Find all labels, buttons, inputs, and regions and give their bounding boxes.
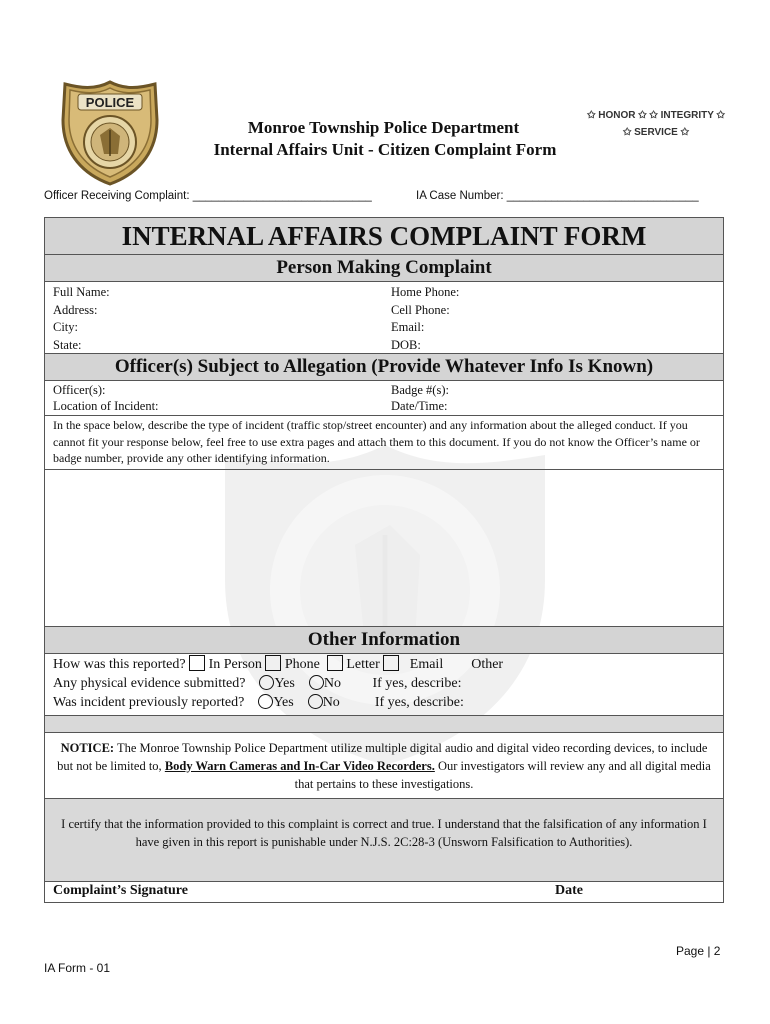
complaint-form bbox=[44, 217, 724, 903]
email-label: Email bbox=[409, 656, 444, 672]
in-person-checkbox[interactable] bbox=[189, 655, 205, 671]
page-number: Page | 2 bbox=[676, 944, 721, 958]
badge-number-field[interactable]: Badge #(s): bbox=[391, 383, 449, 397]
phone-checkbox[interactable] bbox=[265, 655, 281, 671]
signature-label[interactable]: Complaint’s Signature bbox=[53, 882, 188, 898]
email-field[interactable]: Email: bbox=[391, 320, 425, 334]
other-label: Other bbox=[471, 656, 504, 672]
ia-case-number-field[interactable]: IA Case Number: ______________________________ bbox=[416, 190, 699, 202]
person-fields bbox=[45, 282, 723, 354]
date-time-field[interactable]: Date/Time: bbox=[391, 399, 448, 413]
letter-checkbox[interactable] bbox=[327, 655, 343, 671]
city-field[interactable]: City: bbox=[53, 320, 79, 334]
officer-receiving-field[interactable]: Officer Receiving Complaint: ____________________________ bbox=[44, 190, 372, 202]
officer-receiving-line bbox=[44, 190, 734, 202]
previous-yes-radio[interactable] bbox=[258, 694, 273, 709]
notice-text-2: Our investigators will review any and all digital media that pertains to these investigations. bbox=[294, 758, 711, 791]
notice-block bbox=[45, 733, 723, 799]
home-phone-field[interactable]: Home Phone: bbox=[391, 285, 460, 299]
divider-band bbox=[45, 716, 723, 733]
form-identifier: IA Form - 01 bbox=[44, 961, 111, 975]
previous-no-label: No bbox=[322, 694, 340, 710]
incident-description-area[interactable] bbox=[45, 470, 723, 627]
section-person-making-complaint: Person Making Complaint bbox=[45, 255, 723, 282]
cell-phone-field[interactable]: Cell Phone: bbox=[391, 302, 450, 317]
previous-describe-field[interactable]: If yes, describe: bbox=[374, 694, 464, 710]
section-officer-subject: Officer(s) Subject to Allegation (Provide Whatever Info Is Known) bbox=[45, 354, 723, 381]
dob-field[interactable]: DOB: bbox=[391, 337, 421, 352]
incident-instructions: In the space below, describe the type of incident (traffic stop/street encounter) and any information about the alleged conduct. If you cannot fit your response below, feel free to use extra pages and attach them to this document. If you do not know the Officer’s name or badge number, provide any other identifying information. bbox=[45, 416, 723, 470]
previous-yes-label: Yes bbox=[273, 694, 294, 710]
notice-label: NOTICE: bbox=[60, 740, 115, 755]
other-information-fields bbox=[45, 654, 723, 716]
svg-text:POLICE: POLICE bbox=[85, 95, 135, 110]
form-title: INTERNAL AFFAIRS COMPLAINT FORM bbox=[45, 218, 723, 255]
motto-block bbox=[580, 107, 732, 141]
evidence-yes-radio[interactable] bbox=[259, 675, 274, 690]
in-person-label: In Person bbox=[208, 656, 262, 672]
address-field[interactable]: Address: bbox=[53, 302, 98, 317]
previous-question: Was incident previously reported? bbox=[53, 694, 245, 710]
evidence-question: Any physical evidence submitted? bbox=[53, 675, 246, 691]
notice-text-1: The Monroe Township Police Department utilize multiple digital audio and digital video recording devices, to include but not be limited to, bbox=[57, 740, 708, 773]
motto-line-2: ✩ SERVICE ✩ bbox=[622, 127, 690, 138]
location-of-incident-field[interactable]: Location of Incident: bbox=[53, 399, 159, 413]
phone-label: Phone bbox=[284, 656, 320, 672]
officer-fields bbox=[45, 381, 723, 416]
evidence-no-label: No bbox=[323, 675, 341, 691]
full-name-field[interactable]: Full Name: bbox=[53, 285, 110, 299]
certification-statement: I certify that the information provided to this complaint is correct and true. I understand that the falsification of any information I have given in this report is punishable under N.J.S. 2C:28-3 (Unsworn Falsification to Authorities). bbox=[45, 799, 723, 882]
form-subtitle: Internal Affairs Unit - Citizen Complaint Form bbox=[213, 140, 557, 159]
signature-row bbox=[45, 882, 723, 902]
notice-emphasis: Body Warn Cameras and In-Car Video Recorders. bbox=[164, 758, 435, 773]
officers-field[interactable]: Officer(s): bbox=[53, 383, 106, 397]
state-field[interactable]: State: bbox=[53, 337, 82, 352]
department-name: Monroe Township Police Department bbox=[247, 118, 520, 137]
motto-line-1: ✩ HONOR ✩ ✩ INTEGRITY ✩ bbox=[587, 110, 725, 121]
previous-no-radio[interactable] bbox=[308, 694, 323, 709]
evidence-no-radio[interactable] bbox=[309, 675, 324, 690]
letter-label: Letter bbox=[346, 656, 380, 672]
section-other-information: Other Information bbox=[45, 627, 723, 654]
email-checkbox[interactable] bbox=[383, 655, 399, 671]
reported-question: How was this reported? bbox=[53, 656, 186, 672]
evidence-yes-label: Yes bbox=[274, 675, 295, 691]
date-label[interactable]: Date bbox=[555, 882, 583, 898]
evidence-describe-field[interactable]: If yes, describe: bbox=[372, 675, 462, 691]
